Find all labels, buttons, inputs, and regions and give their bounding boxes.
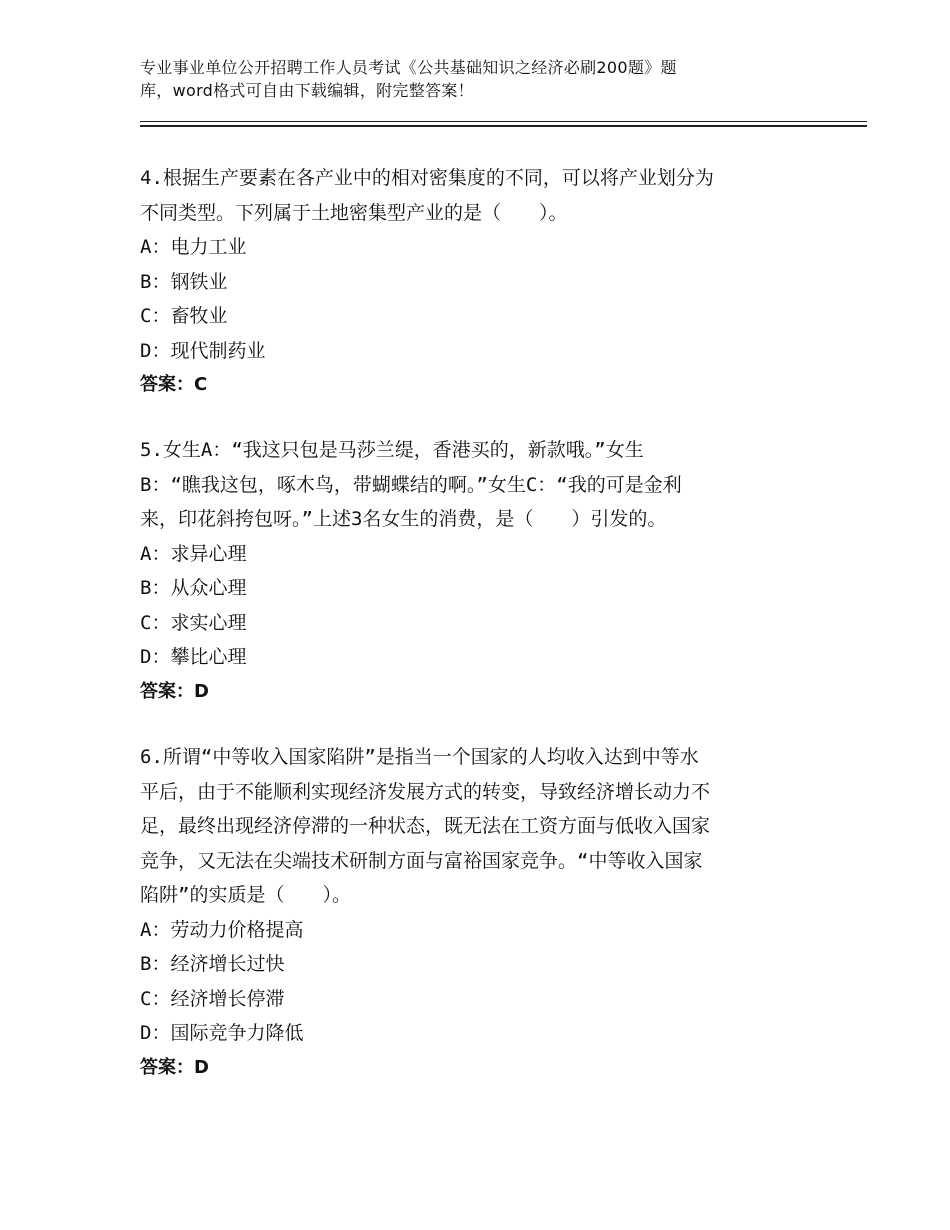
question-stem bbox=[140, 161, 810, 230]
option-c: C：经济增长停滞 bbox=[140, 987, 285, 1010]
option-a: A：电力工业 bbox=[140, 236, 247, 258]
question-stem bbox=[140, 433, 810, 537]
answer: 答案：C bbox=[140, 374, 208, 395]
option-c: C：畜牧业 bbox=[140, 305, 228, 327]
document-header bbox=[140, 56, 780, 102]
question-4 bbox=[140, 161, 810, 403]
stem-line: 不同类型。下列属于土地密集型产业的是（ ）。 bbox=[140, 201, 568, 224]
header-line-2: 库，word格式可自由下载编辑，附完整答案！ bbox=[140, 81, 474, 100]
option-a: A：求异心理 bbox=[140, 542, 247, 565]
stem-line: B：“瞧我这包，啄木鸟，带蝴蝶结的啊。”女生C：“我的可是金利 bbox=[140, 473, 682, 496]
option-a: A：劳动力价格提高 bbox=[140, 918, 304, 941]
option-b: B：从众心理 bbox=[140, 577, 247, 599]
option-b: B：经济增长过快 bbox=[140, 953, 285, 975]
stem-line: 来，印花斜挎包呀。”上述3名女生的消费，是（ ）引发的。 bbox=[140, 508, 667, 530]
option-d: D：国际竞争力降低 bbox=[140, 1022, 304, 1044]
stem-line: 6.所谓“中等收入国家陷阱”是指当一个国家的人均收入达到中等水 bbox=[140, 746, 699, 768]
stem-line: 竞争，又无法在尖端技术研制方面与富裕国家竞争。“中等收入国家 bbox=[140, 849, 703, 872]
question-6 bbox=[140, 740, 810, 1085]
option-c: C：求实心理 bbox=[140, 611, 247, 634]
question-5 bbox=[140, 433, 810, 709]
stem-line: 足，最终出现经济停滞的一种状态，既无法在工资方面与低收入国家 bbox=[140, 815, 711, 837]
header-divider bbox=[140, 121, 867, 127]
question-stem bbox=[140, 740, 810, 913]
stem-line: 5.女生A：“我这只包是马莎兰缇，香港买的，新款哦。”女生 bbox=[140, 439, 644, 461]
option-d: D：现代制药业 bbox=[140, 339, 266, 362]
stem-line: 平后，由于不能顺利实现经济发展方式的转变，导致经济增长动力不 bbox=[140, 780, 711, 803]
stem-line: 4.根据生产要素在各产业中的相对密集度的不同，可以将产业划分为 bbox=[140, 167, 714, 189]
option-b: B：钢铁业 bbox=[140, 270, 228, 293]
answer: 答案：D bbox=[140, 1056, 209, 1078]
option-d: D：攀比心理 bbox=[140, 646, 247, 668]
header-line-1: 专业事业单位公开招聘工作人员考试《公共基础知识之经济必刷200题》题 bbox=[140, 58, 677, 77]
stem-line: 陷阱”的实质是（ ）。 bbox=[140, 884, 351, 906]
answer: 答案：D bbox=[140, 680, 209, 702]
